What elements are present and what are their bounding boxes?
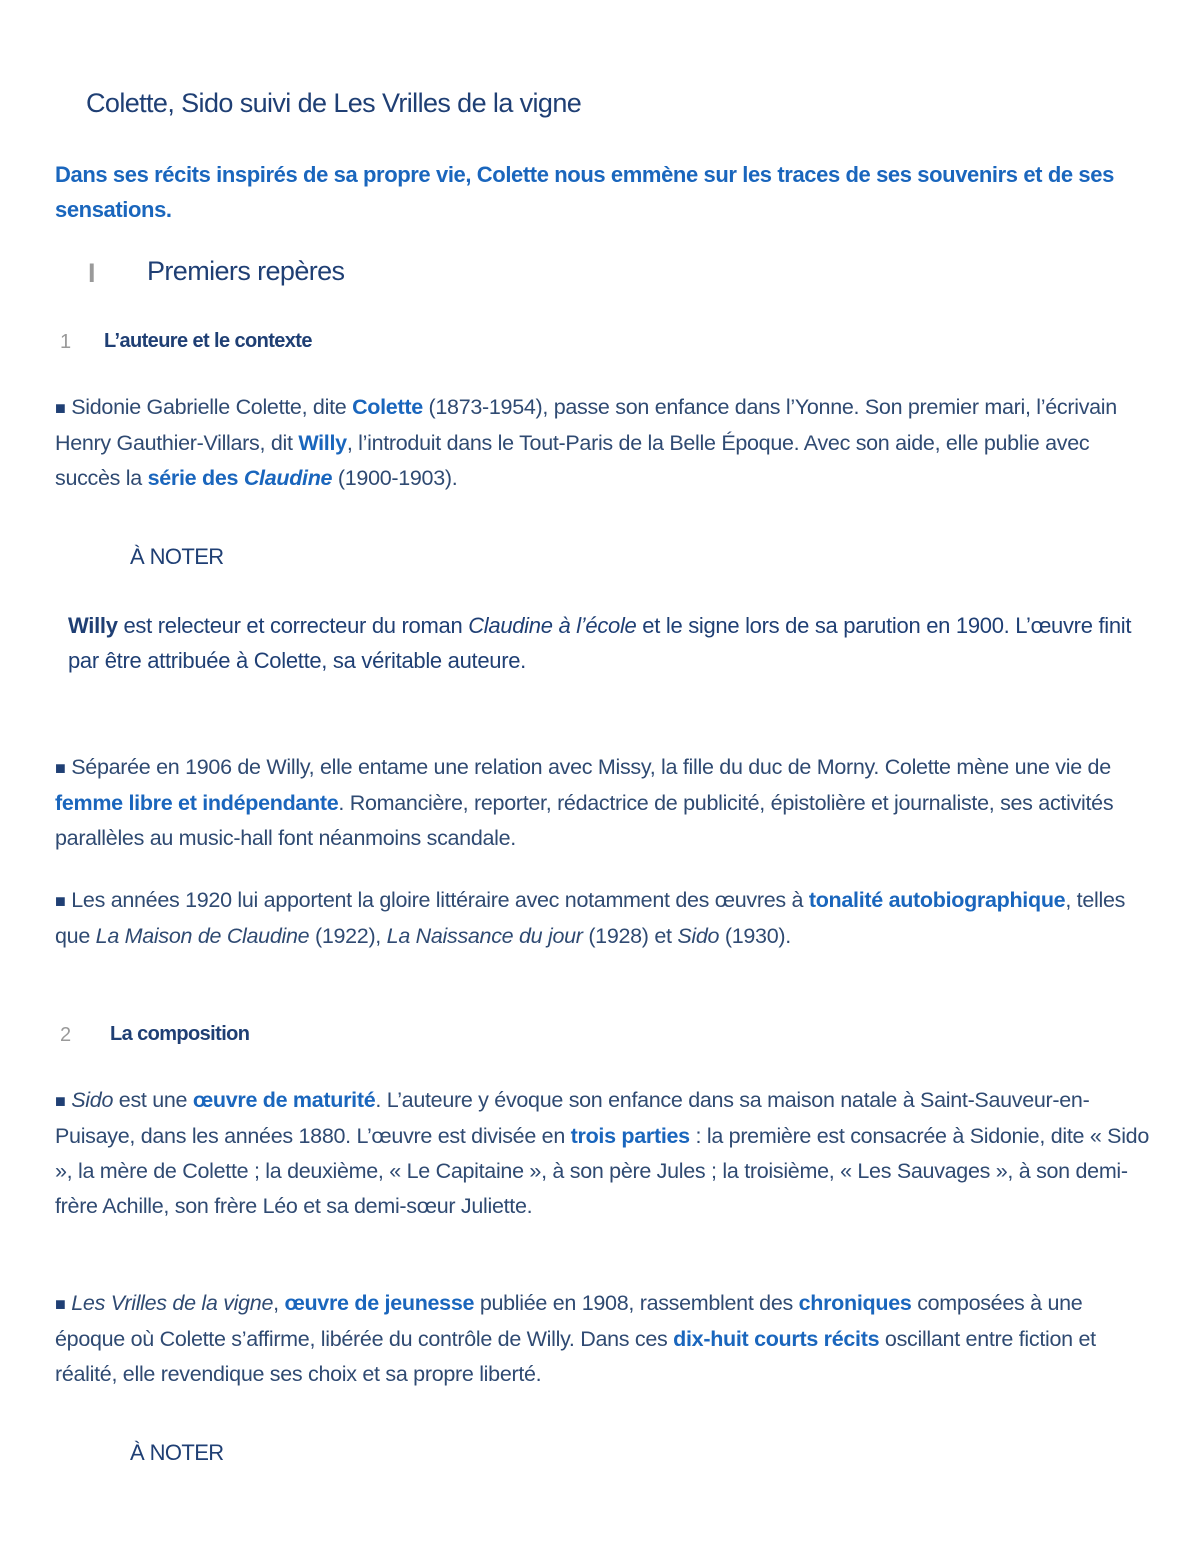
bullet-icon: ■ (55, 891, 66, 911)
section-title: Premiers repères (147, 256, 345, 286)
paragraph-separation: ■ Séparée en 1906 de Willy, elle entame une relation avec Missy, la fille du duc de Morny. Colette mène une vie de femme libre et indépendante. Romancière, reporter, rédactrice de publicité, épistolière et journaliste, ses activités parallèles au music-hall font néanmoins scandale. (55, 755, 1114, 850)
note-body: Willy est relecteur et correcteur du roman Claudine à l’école et le signe lors de sa parution en 1900. L’œuvre finit par être attribuée à Colette, sa véritable auteure. (68, 613, 1132, 673)
section-number: I (88, 258, 96, 288)
bullet-icon: ■ (55, 758, 66, 778)
paragraph-sido: ■ Sido est une œuvre de maturité. L’auteure y évoque son enfance dans sa maison natale à Saint-Sauveur-en-Puisaye, dans les années 1880. L’œuvre est divisée en trois parties : la première est consacrée à Sidonie, dite « Sido », la mère de Colette ; la deuxième, « Le Capitaine », à son père Jules ; la troisième, « Les Sauvages », à son demi-frère Achille, son frère Léo et sa demi-sœur Juliette. (55, 1088, 1149, 1218)
document-title: Colette, Sido suivi de Les Vrilles de la vigne (86, 88, 582, 118)
subsection-number: 1 (60, 331, 72, 353)
intro-summary: Dans ses récits inspirés de sa propre vie, Colette nous emmène sur les traces de ses souvenirs et de ses sensations. (55, 162, 1114, 222)
bullet-icon: ■ (55, 1091, 66, 1111)
bullet-icon: ■ (55, 398, 66, 418)
note-label: À NOTER (130, 544, 224, 569)
paragraph-glory: ■ Les années 1920 lui apportent la gloire littéraire avec notamment des œuvres à tonalité autobiographique, telles que La Maison de Claudine (1922), La Naissance du jour (1928) et Sido (1930). (55, 888, 1126, 948)
subsection-title: L’auteure et le contexte (104, 330, 312, 352)
paragraph-vrilles: ■ Les Vrilles de la vigne, œuvre de jeunesse publiée en 1908, rassemblent des chroniques composées à une époque où Colette s’affirme, libérée du contrôle de Willy. Dans ces dix-huit courts récits oscillant entre fiction et réalité, elle revendique ses choix et sa propre liberté. (55, 1291, 1096, 1386)
paragraph-biography: ■ Sidonie Gabrielle Colette, dite Colette (1873-1954), passe son enfance dans l’Yonne. Son premier mari, l’écrivain Henry Gauthier-Villars, dit Willy, l’introduit dans le Tout-Paris de la Belle Époque. Avec son aide, elle publie avec succès la série des Claudine (1900-1903). (55, 395, 1117, 490)
subsection-title: La composition (110, 1023, 250, 1045)
bullet-icon: ■ (55, 1294, 66, 1314)
note-label: À NOTER (130, 1440, 224, 1465)
subsection-number: 2 (60, 1024, 72, 1046)
